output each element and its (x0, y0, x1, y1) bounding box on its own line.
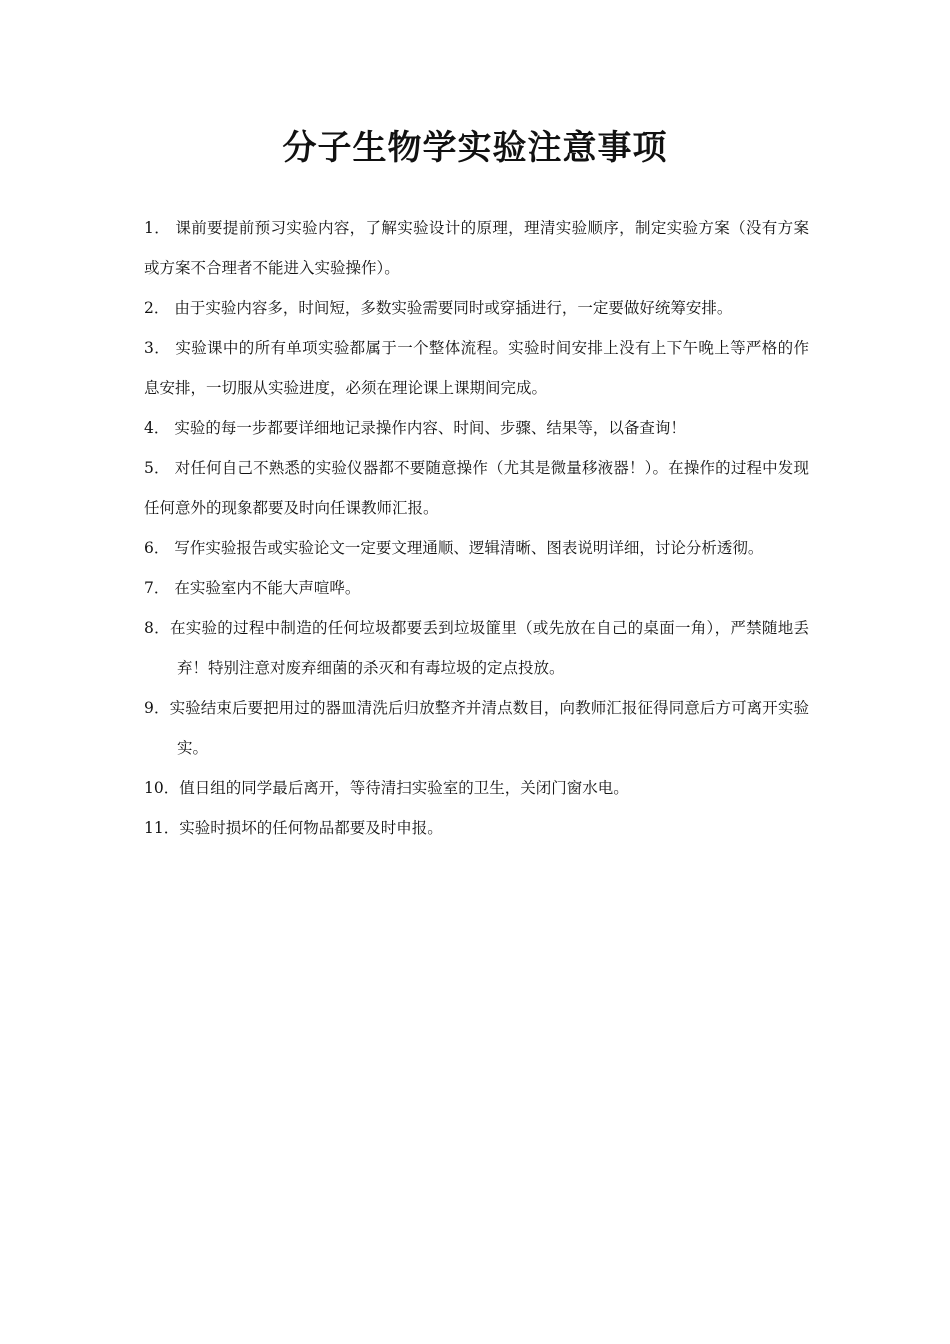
note-number: 1． (144, 219, 171, 237)
note-item-10 (144, 768, 809, 808)
note-number: 3． (144, 339, 171, 357)
note-number: 4． (144, 419, 170, 437)
note-item-6 (144, 528, 809, 568)
note-text: 由于实验内容多，时间短，多数实验需要同时或穿插进行，一定要做好统筹安排。 (174, 299, 733, 317)
note-number: 7． (144, 579, 170, 597)
note-number: 5． (144, 459, 170, 477)
note-text: 值日组的同学最后离开，等待清扫实验室的卫生，关闭门窗水电。 (179, 779, 629, 797)
note-text: 在实验的过程中制造的任何垃圾都要丢到垃圾篚里（或先放在自己的桌面一角），严禁随地丢弃！特别注意对废弃细菌的杀灭和有毒垃圾的定点投放。 (169, 619, 809, 677)
page-title: 分子生物学实验注意事项 (282, 128, 668, 168)
note-number: 8． (144, 619, 170, 637)
note-number: 2． (144, 299, 170, 317)
note-item-8 (144, 608, 809, 688)
note-item-11 (144, 808, 809, 848)
note-text: 写作实验报告或实验论文一定要文理通顺、逻辑清晰、图表说明详细，讨论分析透彻。 (174, 539, 764, 557)
note-item-5 (144, 448, 809, 528)
notes-list (144, 208, 809, 848)
note-text: 实验结束后要把用过的器皿清洗后归放整齐并清点数目，向教师汇报征得同意后方可离开实验实。 (169, 699, 809, 757)
note-item-9 (144, 688, 809, 768)
note-number: 11． (144, 819, 180, 837)
note-text: 课前要提前预习实验内容，了解实验设计的原理，理清实验顺序，制定实验方案（没有方案或方案不合理者不能进入实验操作）。 (144, 219, 809, 277)
note-item-7 (144, 568, 809, 608)
note-text: 实验时损坏的任何物品都要及时申报。 (179, 819, 443, 837)
note-text: 实验课中的所有单项实验都属于一个整体流程。实验时间安排上没有上下午晚上等严格的作息安排，一切服从实验进度，必须在理论课上课期间完成。 (144, 339, 809, 397)
note-number: 9． (144, 699, 170, 717)
note-item-4 (144, 408, 809, 448)
note-number: 10． (144, 779, 180, 797)
note-item-1 (144, 208, 809, 288)
note-item-3 (144, 328, 809, 408)
note-text: 在实验室内不能大声喧哗。 (174, 579, 361, 597)
note-text: 对任何自己不熟悉的实验仪器都不要随意操作（尤其是微量移液器！）。在操作的过程中发现任何意外的现象都要及时向任课教师汇报。 (144, 459, 809, 517)
note-item-2 (144, 288, 809, 328)
note-number: 6． (144, 539, 170, 557)
note-text: 实验的每一步都要详细地记录操作内容、时间、步骤、结果等，以备查询！ (174, 419, 686, 437)
